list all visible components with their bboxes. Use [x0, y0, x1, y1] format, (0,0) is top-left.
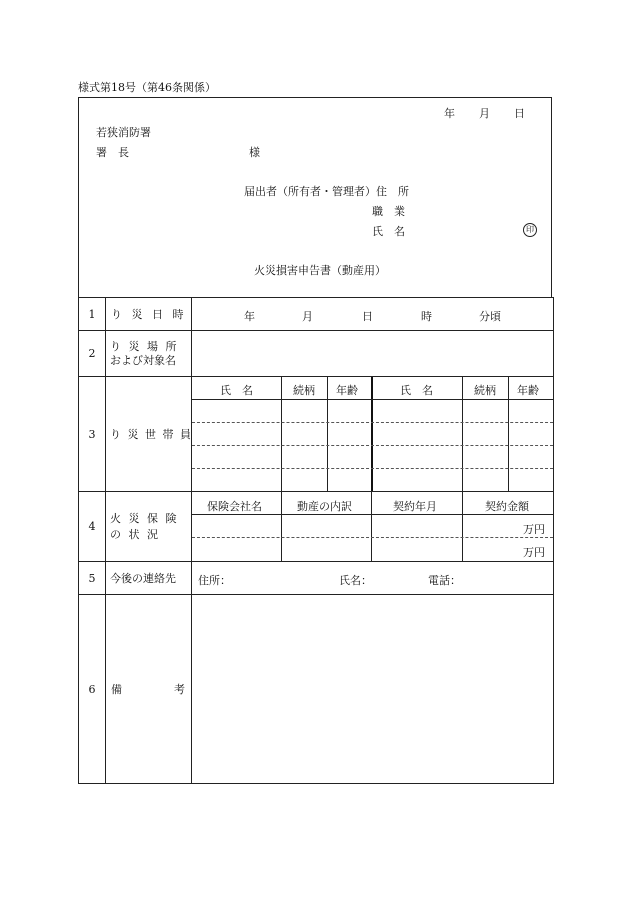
remarks-field[interactable]	[192, 595, 554, 784]
contact-field[interactable]	[192, 562, 554, 595]
date-year: 年	[444, 107, 455, 120]
header-relation-left: 続柄	[293, 384, 315, 397]
header-age-right: 年齢	[517, 384, 539, 397]
header-name-right: 氏 名	[400, 384, 433, 397]
form-header	[78, 97, 552, 297]
name-label: 氏 名	[372, 225, 405, 238]
row-number: 1	[79, 298, 106, 331]
row-number: 2	[79, 331, 106, 377]
row-number: 5	[79, 562, 106, 595]
row-number: 6	[79, 595, 106, 784]
label-fire-location: り 災 場 所 および対象名	[106, 331, 192, 377]
contact-address: 住所：	[198, 574, 231, 587]
row-contact	[79, 562, 554, 595]
honorific: 様	[249, 146, 260, 159]
contact-phone: 電話：	[428, 574, 461, 587]
row-number: 3	[79, 377, 106, 492]
header-property-details: 動産の内訳	[297, 500, 352, 513]
row-remarks	[79, 595, 554, 784]
row-fire-insurance	[79, 492, 554, 562]
form-number: 様式第18号（第46条関係）	[78, 81, 216, 94]
row-fire-location	[79, 331, 554, 377]
occupation-label: 職 業	[372, 205, 405, 218]
label-household-members: り 災 世 帯 員	[106, 377, 192, 492]
fire-location-field[interactable]	[192, 331, 554, 377]
header-contract-amount: 契約金額	[485, 500, 529, 513]
row-number: 4	[79, 492, 106, 562]
recipient-chief: 署 長	[96, 146, 129, 159]
recipient-office: 若狭消防署	[96, 126, 151, 139]
header-insurance-company: 保険会社名	[207, 500, 262, 513]
label-fire-insurance: 火 災 保 険 の 状 況	[106, 492, 192, 562]
header-age-left: 年齢	[336, 384, 358, 397]
row-fire-datetime	[79, 298, 554, 331]
applicant-address-label: 届出者（所有者・管理者）住 所	[244, 185, 409, 198]
label-contact: 今後の連絡先	[106, 562, 192, 595]
amount-unit-1: 万円	[523, 523, 545, 536]
fire-datetime-field[interactable]	[192, 298, 554, 331]
document-title: 火災損害申告書（動産用）	[254, 264, 386, 277]
date-month: 月	[479, 107, 490, 120]
amount-unit-2: 万円	[523, 546, 545, 559]
datetime-minute: 分頃	[479, 310, 501, 323]
household-members-grid	[192, 377, 554, 492]
datetime-day: 日	[362, 310, 373, 323]
datetime-month: 月	[302, 310, 313, 323]
label-fire-datetime: り 災 日 時	[106, 298, 192, 331]
insurance-grid	[192, 492, 554, 562]
date-day: 日	[514, 107, 525, 120]
header-relation-right: 続柄	[474, 384, 496, 397]
label-remarks: 備 考	[106, 595, 192, 784]
seal-mark: 印	[523, 223, 537, 237]
contact-name: 氏名：	[339, 574, 372, 587]
damage-report-table	[78, 297, 554, 784]
header-contract-year: 契約年月	[393, 500, 437, 513]
datetime-year: 年	[244, 310, 255, 323]
row-household-members	[79, 377, 554, 492]
header-name-left: 氏 名	[220, 384, 253, 397]
datetime-hour: 時	[421, 310, 432, 323]
